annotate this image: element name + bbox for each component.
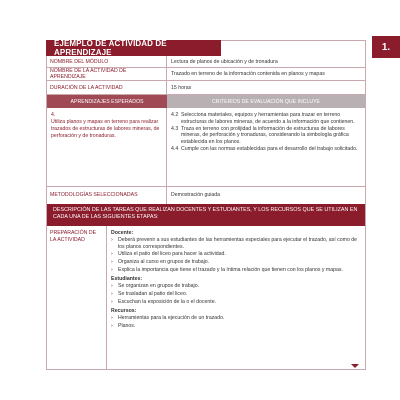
bullet-icon: › [111, 298, 113, 305]
learning-outcome [47, 108, 167, 186]
preparation-label: PREPARACIÓN DE LA ACTIVIDAD [47, 226, 107, 369]
preparation-section [47, 226, 365, 369]
recursos-title: Recursos: [111, 308, 137, 315]
criterion-text: Traza en terreno con prolijidad la información de estructuras de labores mineras, de perforación y tronaduras, considerando la simbología gráfica establecida en los planos. [181, 125, 349, 145]
bullet-icon: › [111, 290, 113, 297]
list-item-text: Planos. [118, 322, 136, 329]
list-item [111, 323, 361, 330]
estudiantes-title: Estudiantes: [111, 276, 143, 283]
criteria-list [167, 108, 365, 186]
duration-value: 15 horas [171, 84, 192, 91]
criterion-item [171, 112, 361, 125]
page-title: EJEMPLO DE ACTIVIDAD DE APRENDIZAJE [46, 40, 221, 56]
bullet-icon: › [111, 315, 113, 322]
list-item-text: Escuchan la exposición de la o el docente. [118, 298, 217, 305]
bullet-icon: › [111, 322, 113, 329]
criterion-text: Cumple con las normas establecidas para el desarrollo del trabajo solicitado. [181, 145, 358, 152]
methodology-row [47, 186, 365, 204]
list-item-text: Utiliza el patio del liceo para hacer la actividad. [118, 251, 226, 258]
learning-number: 4. [51, 112, 56, 118]
learning-header: APRENDIZAJES ESPERADOS [47, 95, 167, 108]
module-value: Lectura de planos de ubicación y de tronadura [171, 58, 278, 65]
criterion-number: 4.3 [171, 125, 179, 132]
learning-criteria-row [47, 108, 365, 187]
list-item [111, 283, 361, 290]
list-item [111, 251, 361, 258]
activity-name-row [47, 68, 365, 81]
methodology-value: Demostración guiada [171, 192, 221, 198]
list-item-text: Se organizan en grupos de trabajo. [118, 283, 200, 290]
tasks-description-band: DESCRIPCIÓN DE LAS TAREAS QUE REALIZAN DOCENTES Y ESTUDIANTES, Y LOS RECURSOS QUE SE UTILIZAN EN CADA UNA DE LAS SIGUIENTES ETAPAS: [47, 204, 365, 226]
list-item-text: Explica la importancia que tiene el trazado y la íntima relación que tienen con los planos y mapas. [118, 266, 343, 273]
methodology-label: METODOLOGÍAS SELECCIONADAS [47, 186, 167, 204]
criterion-text: Selecciona materiales, equipos y herramientas para trazar en terreno estructuras de labores mineras, de acuerdo a la información que contienen. [181, 112, 355, 125]
list-item-text: Se trasladan al patio del liceo. [118, 290, 188, 297]
criteria-header: CRITERIOS DE EVALUACIÓN QUE INCLUYE [167, 95, 365, 108]
docente-title: Docente: [111, 230, 134, 236]
list-item-text: Deberá prevenir a sus estudiantes de las herramientas especiales para ejecutar el trazado, así como de los planos correspondientes. [118, 237, 358, 250]
criterion-item [171, 146, 361, 153]
list-item [111, 267, 361, 274]
continue-arrow-icon [351, 364, 359, 368]
list-item [111, 291, 361, 298]
criterion-number: 4.2 [171, 112, 179, 118]
learning-text: Utiliza planos y mapas en terreno para realizar trazados de estructuras de labores mineras, de perforación y de tronaduras. [51, 119, 160, 139]
activity-name-value: Trazado en terreno de la información contenida en planos y mapas [171, 71, 325, 77]
bullet-icon: › [111, 266, 113, 273]
list-item [111, 315, 361, 322]
duration-row [47, 81, 365, 95]
page-number: 1. [372, 36, 400, 58]
module-row [47, 56, 365, 68]
activity-name-label: NOMBRE DE LA ACTIVIDAD DE APRENDIZAJE [47, 68, 167, 80]
bullet-icon: › [111, 283, 113, 290]
list-item [111, 259, 361, 266]
criterion-item [171, 126, 361, 146]
list-item [111, 237, 361, 251]
preparation-content [107, 226, 365, 369]
criterion-number: 4.4 [171, 145, 179, 152]
bullet-icon: › [111, 237, 113, 243]
bullet-icon: › [111, 251, 113, 258]
bullet-icon: › [111, 258, 113, 265]
list-item-text: Organiza al curso en grupos de trabajo. [118, 258, 210, 265]
duration-label: DURACIÓN DE LA ACTIVIDAD [47, 81, 167, 94]
list-item [111, 299, 361, 306]
module-label: NOMBRE DEL MÓDULO [47, 56, 167, 67]
list-item-text: Herramientas para la ejecución de un trazado. [118, 315, 225, 322]
table-header [47, 95, 365, 108]
